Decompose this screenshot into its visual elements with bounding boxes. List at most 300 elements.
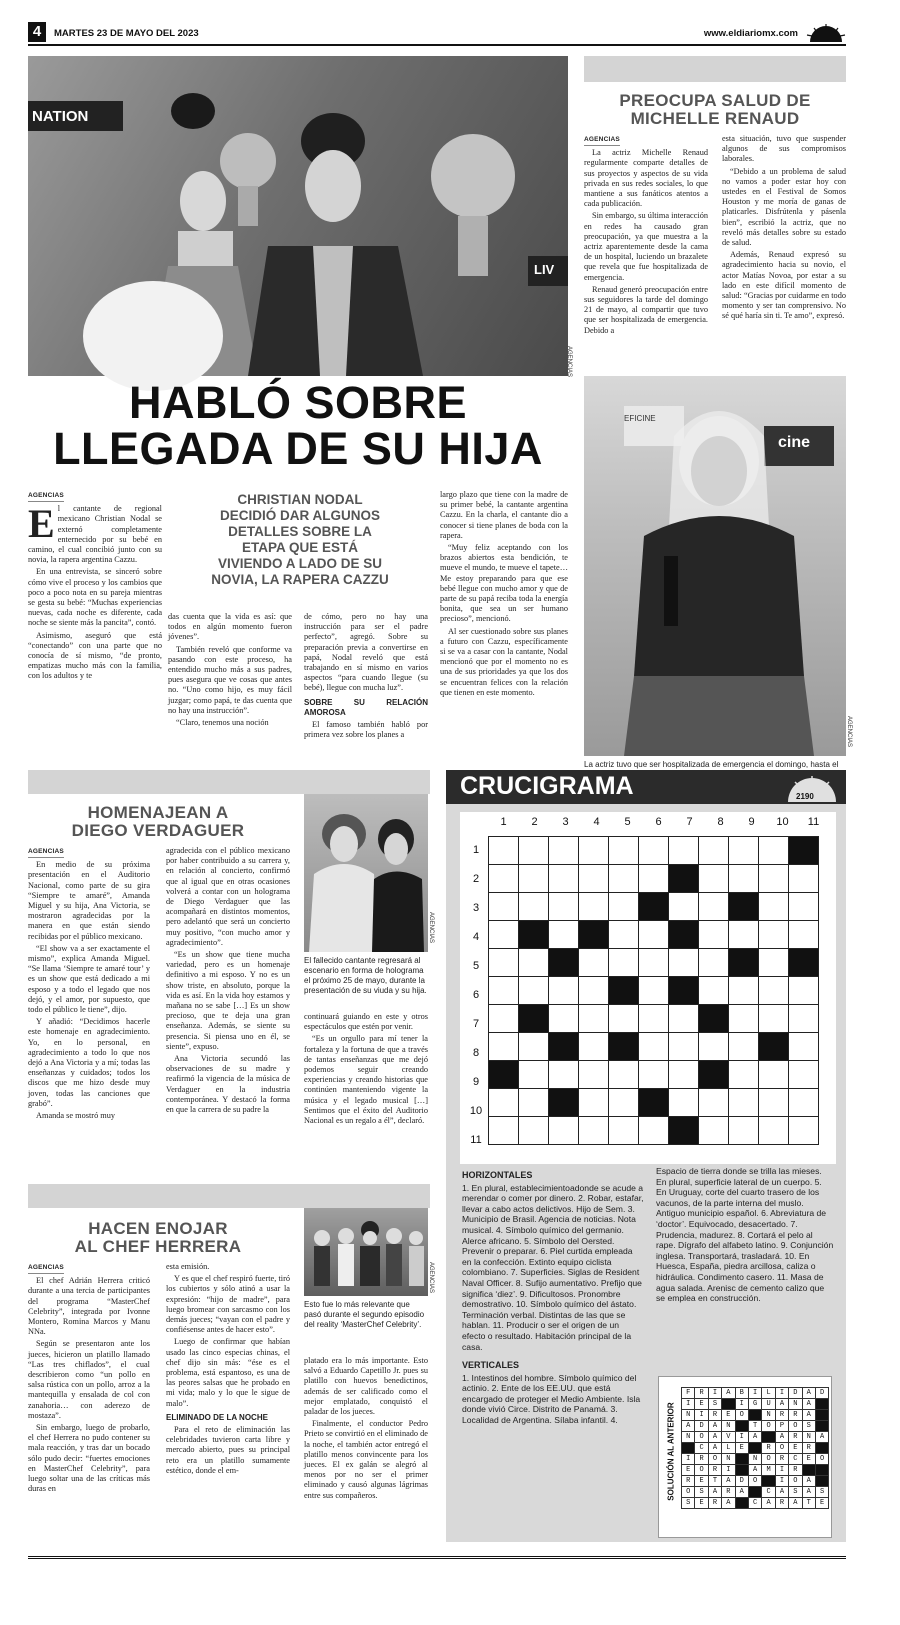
solution-cell: O	[735, 1410, 748, 1421]
crossword-black-cell	[669, 1117, 699, 1145]
crossword-grid[interactable]	[488, 836, 819, 1145]
solution-cell: D	[735, 1476, 748, 1487]
solution-cell: A	[708, 1421, 721, 1432]
solution-black-cell	[735, 1421, 748, 1432]
renaud-photo-credit: AGENCIAS	[846, 716, 852, 748]
renaud-col1-p3: Renaud generó preocupación entre sus seguidores la tarde del domingo 21 de mayo, al compartir que tuvo que ser hospitalizada de emergencia. Debido a	[584, 284, 708, 335]
solution-cell: A	[789, 1498, 802, 1509]
crossword-cell[interactable]	[579, 1033, 609, 1061]
solution-black-cell	[735, 1465, 748, 1476]
row-number: 3	[472, 902, 480, 914]
crossword-title: CRUCIGRAMA	[460, 772, 634, 800]
solution-cell: O	[789, 1476, 802, 1487]
crossword-cell[interactable]	[489, 1117, 519, 1145]
crossword-cell[interactable]	[609, 1061, 639, 1089]
crossword-cell[interactable]	[729, 865, 759, 893]
crossword-cell[interactable]	[729, 1061, 759, 1089]
main-col4-p2: “Muy feliz aceptando con los brazos abiertos esta bendición, te mueve el mundo, te mueve el tapete… Me estoy preparando para que ese bebé llegue con mucho amor y que de parte de su papá reciba toda la energía bonita, que sea un ser humano precioso”, mencionó.	[440, 543, 568, 624]
crossword-black-cell	[579, 921, 609, 949]
photo-scene	[28, 56, 568, 376]
herrera-col-2	[166, 1262, 290, 1478]
crossword-cell[interactable]	[759, 1005, 789, 1033]
crossword-cell[interactable]	[669, 893, 699, 921]
solution-cell: I	[775, 1476, 788, 1487]
crossword-cell[interactable]	[669, 949, 699, 977]
crossword-cell[interactable]	[579, 1061, 609, 1089]
solution-cell: A	[708, 1443, 721, 1454]
crossword-black-cell	[789, 837, 819, 865]
crossword-cell[interactable]	[729, 837, 759, 865]
solution-cell: V	[722, 1432, 735, 1443]
solution-cell: R	[708, 1465, 721, 1476]
crossword-cell[interactable]	[519, 893, 549, 921]
crossword-cell[interactable]	[759, 865, 789, 893]
solution-cell: A	[735, 1487, 748, 1498]
photo-credit: AGENCIAS	[566, 346, 572, 378]
verdaguer-col1-p4: Amanda se mostró muy	[36, 1111, 116, 1121]
crossword-cell[interactable]	[639, 1061, 669, 1089]
crossword-cell[interactable]	[759, 949, 789, 977]
crossword-cell[interactable]	[579, 1089, 609, 1117]
crossword-cell[interactable]	[789, 865, 819, 893]
verdaguer-title	[28, 804, 288, 840]
solution-cell: R	[762, 1443, 775, 1454]
solution-cell: I	[735, 1399, 748, 1410]
herrera-col1-p2: Según se presentaron ante los jueces, hicieron un platillo llamado “Las tres chiflados”, el cual describieron como “un pollo en salsa rústica con un pollo, arroz a la mantequilla y ensalada de col con zanahoria… con aderezo de mostaza”.	[28, 1339, 150, 1420]
row-number: 9	[472, 1076, 480, 1088]
solution-cell: A	[748, 1432, 761, 1443]
crossword-cell[interactable]	[789, 1033, 819, 1061]
crossword-black-cell	[699, 1061, 729, 1089]
solution-cell: S	[802, 1421, 815, 1432]
solution-cell: I	[695, 1410, 708, 1421]
renaud-photo-sign-2: cine	[778, 434, 811, 451]
byline: AGENCIAS	[28, 491, 64, 502]
crossword-cell[interactable]	[759, 1117, 789, 1145]
solution-black-cell	[815, 1399, 828, 1410]
crossword-cell[interactable]	[549, 865, 579, 893]
row-numbers	[466, 836, 486, 1156]
main-headline	[28, 377, 568, 474]
crossword-cell[interactable]	[669, 1061, 699, 1089]
crossword-black-cell	[609, 977, 639, 1005]
crossword-cell[interactable]	[699, 977, 729, 1005]
solution-cell: R	[789, 1465, 802, 1476]
solution-cell: I	[682, 1454, 695, 1465]
solution-cell: A	[722, 1476, 735, 1487]
solution-black-cell	[735, 1454, 748, 1465]
crossword-cell[interactable]	[759, 921, 789, 949]
solution-cell: F	[682, 1388, 695, 1399]
herrera-col3-p1: platado era lo más importante. Esto salvó a Eduardo Capetillo Jr. pues su platillo con huevos benedictinos, además de ser calificado como el mejor emplatado, conquistó el paladar de los jueces.	[304, 1356, 428, 1417]
row-number: 4	[472, 931, 480, 943]
crossword-cell[interactable]	[519, 949, 549, 977]
crossword-cell[interactable]	[789, 977, 819, 1005]
solution-cell: A	[708, 1487, 721, 1498]
solution-cell: I	[735, 1432, 748, 1443]
crossword-panel	[446, 770, 846, 1542]
solution-cell: N	[722, 1454, 735, 1465]
crossword-cell[interactable]	[489, 921, 519, 949]
crossword-cell[interactable]	[789, 1089, 819, 1117]
verdaguer-col1-p2: “El show va a ser exactamente el mismo”, explica Amanda Miguel. “Se llama ‘Siempre te amaré tour’ y es un show que está dedicado a mi esposo y a todo el legado que nos dejó, y el amor, por supuesto, que todo el público le tiene”, dijo.	[28, 943, 150, 1015]
solution-cell: A	[748, 1465, 761, 1476]
crossword-cell[interactable]	[519, 1117, 549, 1145]
herrera-col1-p3: Sin embargo, luego de probarlo, el chef Herrera no pudo contener su mala reacción, y tras dar un bocado sólo pudo decir: “fuertes emociones en MasterChef Celebrity”, para luego soltar una de las críticas más duras en	[28, 1423, 150, 1494]
solution-cell: A	[775, 1432, 788, 1443]
solution-cell: R	[708, 1410, 721, 1421]
crossword-cell[interactable]	[729, 1033, 759, 1061]
herrera-caption: Esto fue lo más relevante que pasó durante el segundo episodio del reality ‘MasterChef Celebrity’.	[304, 1300, 425, 1329]
solution-cell: O	[748, 1476, 761, 1487]
column-number: 11	[807, 816, 820, 828]
crossword-cell[interactable]	[579, 865, 609, 893]
verdaguer-col1-p1: En medio de su próxima presentación en el Auditorio Nacional, como parte de su gira “Siempre te amaré”, Amanda Miguel y su hija, Ana Victoria, se mostraron agradecidas por la manera en que están siendo recibidas por el público mexicano.	[28, 860, 150, 941]
solution-cell: P	[775, 1421, 788, 1432]
clues-left	[462, 1166, 644, 1426]
crossword-cell[interactable]	[549, 921, 579, 949]
crossword-cell[interactable]	[579, 837, 609, 865]
main-col1-first: l cantante de regional mexicano Christian Nodal se externó completamente enternecido por su bebé en camino, el cual concibió junto con su novia, la rapera argentina Cazzu.	[28, 504, 162, 565]
solution-cell: R	[695, 1388, 708, 1399]
horizontales-title: HORIZONTALES	[462, 1170, 533, 1180]
crossword-cell[interactable]	[639, 1033, 669, 1061]
row-number: 8	[472, 1047, 480, 1059]
crossword-cell[interactable]	[519, 837, 549, 865]
crossword-cell[interactable]	[609, 1117, 639, 1145]
main-col-4	[440, 490, 568, 700]
solution-black-cell	[762, 1476, 775, 1487]
crossword-cell[interactable]	[789, 1005, 819, 1033]
crossword-cell[interactable]	[489, 1005, 519, 1033]
solution-cell: G	[748, 1399, 761, 1410]
solution-black-cell	[722, 1399, 735, 1410]
herrera-col-3	[304, 1356, 428, 1503]
solution-cell: A	[762, 1498, 775, 1509]
solution-cell: E	[722, 1410, 735, 1421]
verdaguer-top-bar	[28, 770, 430, 794]
crossword-cell[interactable]	[699, 921, 729, 949]
solution-black-cell	[815, 1443, 828, 1454]
crossword-cell[interactable]	[549, 1117, 579, 1145]
solution-cell: L	[722, 1443, 735, 1454]
row-number: 7	[472, 1018, 480, 1030]
solution-cell: N	[682, 1410, 695, 1421]
crossword-cell[interactable]	[639, 921, 669, 949]
crossword-cell[interactable]	[699, 1117, 729, 1145]
crossword-cell[interactable]	[729, 977, 759, 1005]
herrera-col-1	[28, 1262, 150, 1496]
herrera-col3-p2: Finalmente, el conductor Pedro Prieto se convirtió en el eliminado de la noche, el también actor entregó el platillo menos convincente para los jueces. El ex galán se alegró al menos por no ser el primer eliminado y causó algunas lágrimas entre sus compañeros.	[304, 1419, 428, 1500]
verdaguer-byline: AGENCIAS	[28, 847, 64, 858]
solution-cell: A	[802, 1388, 815, 1399]
solution-cell: D	[695, 1421, 708, 1432]
herrera-title	[28, 1220, 288, 1256]
headline-line-2: LLEGADA DE SU HIJA	[53, 423, 543, 474]
solution-cell: A	[708, 1432, 721, 1443]
bottom-rule	[28, 1556, 846, 1559]
crossword-cell[interactable]	[699, 949, 729, 977]
renaud-col1-p1: La actriz Michelle Renaud regularmente comparte detalles de sus proyectos y aspectos de su vida privada en sus redes sociales, lo que mantiene a sus fanáticos atentos a cada publicación.	[584, 148, 708, 209]
solution-cell: D	[815, 1388, 828, 1399]
solution-black-cell	[802, 1465, 815, 1476]
crossword-cell[interactable]	[699, 1089, 729, 1117]
crossword-number: 2190	[796, 792, 814, 801]
crossword-cell[interactable]	[639, 1117, 669, 1145]
column-numbers	[488, 816, 829, 832]
crossword-cell[interactable]	[579, 949, 609, 977]
row-number: 2	[472, 873, 480, 885]
solution-cell: L	[762, 1388, 775, 1399]
verdaguer-col-3	[304, 1012, 428, 1128]
crossword-cell[interactable]	[759, 1089, 789, 1117]
verdaguer-col1-p3: Y añadió: “Decidimos hacerle este homenaje en agradecimiento. Yo, en lo personal, en agradecimiento a todo lo que nos dejó a Ana Victoria y a mí; todas las enseñanzas y cuidados; todos los discos que me hizo desde muy joven, todas las canciones que grabó”.	[28, 1017, 150, 1108]
crossword-cell[interactable]	[699, 865, 729, 893]
solution-cell: E	[735, 1443, 748, 1454]
crossword-black-cell	[669, 865, 699, 893]
solution-cell: N	[762, 1410, 775, 1421]
solution-cell: S	[708, 1399, 721, 1410]
crossword-cell[interactable]	[669, 1005, 699, 1033]
crossword-cell[interactable]	[759, 837, 789, 865]
solution-cell: I	[722, 1465, 735, 1476]
main-col2-p2: También reveló que conforme va pasando con este proceso, ha entendido mucho más a sus padres, pues asegura que ve cosas que antes no. “Uno como hijo, es muy fácil juzgar; como papá, te das cuenta que no hay una instrucción”.	[168, 644, 292, 715]
solution-cell: T	[748, 1421, 761, 1432]
solution-cell: C	[789, 1454, 802, 1465]
crossword-cell[interactable]	[609, 1005, 639, 1033]
crossword-cell[interactable]	[489, 837, 519, 865]
solution-cell: O	[762, 1454, 775, 1465]
solution-cell: U	[762, 1399, 775, 1410]
crossword-black-cell	[789, 949, 819, 977]
solution-cell: A	[775, 1399, 788, 1410]
solution-cell: R	[789, 1432, 802, 1443]
solution-cell: S	[789, 1487, 802, 1498]
crossword-cell[interactable]	[609, 865, 639, 893]
crossword-cell[interactable]	[669, 837, 699, 865]
column-number: 3	[562, 816, 569, 828]
herrera-photo-credit: AGENCIAS	[428, 1262, 434, 1294]
crossword-cell[interactable]	[609, 837, 639, 865]
crossword-cell[interactable]	[579, 893, 609, 921]
header-date: MARTES 23 DE MAYO DEL 2023	[54, 28, 199, 39]
renaud-caption: La actriz tuvo que ser hospitalizada de emergencia el domingo, hasta el	[584, 760, 839, 769]
solution-black-cell	[762, 1432, 775, 1443]
crossword-cell[interactable]	[639, 977, 669, 1005]
verdaguer-title-line-1: HOMENAJEAN A	[87, 803, 229, 822]
solution-cell: M	[762, 1465, 775, 1476]
crossword-cell[interactable]	[519, 1089, 549, 1117]
verticales-text: 1. Intestinos del hombre. Símbolo químico del actinio. 2. Ente de los EE.UU. que está encargado de proteger el Medio Ambiente. Isla donde vivió Circe. Distrito de Panamá. 3. Localidad de Argentina. Sílaba infantil. 4.	[462, 1372, 641, 1426]
main-col3-p2: El famoso también habló por primera vez sobre los planes a	[304, 720, 428, 740]
solution-grid	[681, 1387, 829, 1509]
crossword-cell[interactable]	[729, 1005, 759, 1033]
verdaguer-col2-p1: agradecida con el público mexicano por haber contribuido a su carrera y, en relación al concierto, confirmó que al igual que en otras ocasiones volverá a contar con un holograma de Diego Verdaguer que las acompañará en distintos momentos, pero adelantó que será un concierto muy positivo, “con mucho amor y agradecimiento”.	[166, 846, 290, 947]
crossword-cell[interactable]	[549, 1061, 579, 1089]
crossword-black-cell	[489, 1061, 519, 1089]
solution-black-cell	[815, 1421, 828, 1432]
header-website[interactable]: www.eldiariomx.com	[703, 28, 798, 39]
column-number: 4	[593, 816, 600, 828]
crossword-cell[interactable]	[519, 865, 549, 893]
solution-cell: O	[695, 1432, 708, 1443]
crossword-cell[interactable]	[579, 1005, 609, 1033]
herrera-title-line-1: HACEN ENOJAR	[88, 1219, 228, 1238]
crossword-cell[interactable]	[699, 837, 729, 865]
solution-cell: D	[789, 1388, 802, 1399]
herrera-col2-p2: Y es que el chef respiró fuerte, tiró los cubiertos y sólo atinó a usar la expresión: “hijo de madre”, para luego bromear con sarcasmo con los demás jueces; “vayan con el padre y confiésense antes de hacer esto”.	[166, 1274, 290, 1335]
crossword-cell[interactable]	[549, 977, 579, 1005]
crossword-cell[interactable]	[489, 1033, 519, 1061]
solution-cell: O	[695, 1465, 708, 1476]
main-col4-p3: Al ser cuestionado sobre sus planes a futuro con Cazzu, específicamente si se va a casar con la cantante, Nodal mencionó que por el momento no es una de sus prioridades ya que los dos se encuentran felices con la relación que tienen en este momento.	[440, 626, 568, 697]
solution-cell: A	[802, 1476, 815, 1487]
renaud-col-1	[584, 134, 708, 338]
crossword-cell[interactable]	[489, 865, 519, 893]
crossword-cell[interactable]	[639, 865, 669, 893]
crossword-cell[interactable]	[789, 1117, 819, 1145]
crossword-cell[interactable]	[759, 977, 789, 1005]
crossword-cell[interactable]	[729, 1117, 759, 1145]
main-deck: CHRISTIAN NODAL DECIDIÓ DAR ALGUNOS DETALLES SOBRE LA ETAPA QUE ESTÁ VIVIENDO A LADO DE SU NOVIA, LA RAPERA CAZZU	[211, 492, 389, 587]
solution-cell: O	[708, 1454, 721, 1465]
column-number: 10	[776, 816, 789, 828]
herrera-photo-scene	[304, 1208, 428, 1296]
solution-cell: T	[802, 1498, 815, 1509]
clues-right: Espacio de tierra donde se trilla las mieses. En plural, superficie lateral de un cuerpo. 5. En Uruguay, corte del cuarto trasero de los vacunos, de la parte interna del muslo. Antiguo municipio español. 6. Abreviatura de ‘doctor’. Equivocado, desacertado. 7. Prudencia, madurez. 8. Cortará el pelo al rape. Dígrafo del alfabeto latino. 9. Conjunción inglesa. Transportará, trasladará. 10. En Huesca, España, piedra arcillosa, caliza o hidráulica. Condimento casero. 11. Masa de agua salada. Arenisc de cemento calizo que se emplea en construcción.	[656, 1166, 834, 1304]
solution-cell: E	[682, 1465, 695, 1476]
crossword-cell[interactable]	[519, 977, 549, 1005]
crossword-cell[interactable]	[789, 893, 819, 921]
solution-black-cell	[748, 1410, 761, 1421]
crossword-cell[interactable]	[729, 921, 759, 949]
row-number: 5	[472, 960, 480, 972]
crossword-cell[interactable]	[639, 1005, 669, 1033]
renaud-col-2	[722, 134, 846, 324]
solution-cell: A	[722, 1388, 735, 1399]
crossword-cell[interactable]	[639, 837, 669, 865]
crossword-cell[interactable]	[759, 893, 789, 921]
crossword-cell[interactable]	[699, 1033, 729, 1061]
crossword-cell[interactable]	[609, 1089, 639, 1117]
crossword-cell[interactable]	[489, 977, 519, 1005]
verdaguer-title-line-2: DIEGO VERDAGUER	[71, 821, 245, 840]
verdaguer-photo	[304, 794, 434, 952]
solution-cell: E	[695, 1476, 708, 1487]
crossword-cell[interactable]	[579, 1117, 609, 1145]
crossword-cell[interactable]	[789, 921, 819, 949]
solution-cell: N	[748, 1454, 761, 1465]
crossword-cell[interactable]	[669, 1089, 699, 1117]
main-col-3	[304, 612, 428, 742]
main-col4-p1: largo plazo que tiene con la madre de su primer bebé, la cantante argentina Cazzu. En la charla, el cantante dio a conocer si tiene planes de boda con la rapera.	[440, 490, 568, 540]
renaud-col1-p2: Sin embargo, su última interacción en redes ha causado gran preocupación, ya que muestra a la actriz aparentemente desde la cama de un hospital, luciendo un brazalete que revela que fue hospitalizada de emergencia.	[584, 211, 708, 282]
crossword-cell[interactable]	[489, 949, 519, 977]
solution-cell: E	[789, 1443, 802, 1454]
solution-cell: E	[695, 1498, 708, 1509]
solution-black-cell	[735, 1498, 748, 1509]
solution-black-cell	[748, 1443, 761, 1454]
solution-cell: S	[695, 1487, 708, 1498]
verdaguer-photo-scene	[304, 794, 428, 952]
crossword-black-cell	[669, 921, 699, 949]
verdaguer-col2-p2: “Es un show que tiene mucha variedad, pero es un homenaje definitivo a mi esposo. Y no es un show triste, en absoluto, porque la vida es así. En la vida hoy estamos y mañana no se sabe […] Es un show precioso, que te deja una gran enseñanza. Además, se siente su presencia. Si piensa uno en él, se siente”, expuso.	[166, 950, 290, 1051]
crossword-cell[interactable]	[699, 893, 729, 921]
crossword-black-cell	[549, 1033, 579, 1061]
solution-cell: O	[789, 1421, 802, 1432]
crossword-black-cell	[609, 1033, 639, 1061]
herrera-col2-p1: esta emisión.	[166, 1262, 210, 1271]
herrera-col2-p3: Luego de confirmar que habían usado las cinco especias chinas, el chef dijo sin más: “ése es el problema, está espantoso, es una de las peores salsas que he probado en mi vida; malo y lo que le sigue de malo”.	[166, 1337, 290, 1408]
solution-cell: T	[708, 1476, 721, 1487]
main-col2-p3: “Claro, tenemos una noción	[176, 718, 269, 728]
herrera-photo	[304, 1208, 434, 1296]
crossword-cell[interactable]	[519, 1061, 549, 1089]
crossword-cell[interactable]	[579, 977, 609, 1005]
renaud-title-line-1: PREOCUPA SALUD DE	[619, 91, 811, 110]
row-number: 1	[472, 844, 480, 856]
column-number: 7	[686, 816, 693, 828]
column-number: 8	[717, 816, 724, 828]
solution-cell: E	[695, 1399, 708, 1410]
column-number: 2	[531, 816, 538, 828]
crossword-cell[interactable]	[609, 921, 639, 949]
crossword-cell[interactable]	[789, 1061, 819, 1089]
renaud-title-line-2: MICHELLE RENAUD	[630, 109, 800, 128]
crossword-black-cell	[549, 949, 579, 977]
solution-cell: N	[789, 1399, 802, 1410]
crossword-cell[interactable]	[609, 893, 639, 921]
solution-cell: I	[708, 1388, 721, 1399]
verdaguer-col2-p3: Ana Victoria secundó las observaciones de su madre y reafirmó la vigencia de la música de Verdaguer en la industria contemporánea. Y destacó la forma en que la carrera de su padre la	[166, 1054, 290, 1115]
crossword-cell[interactable]	[669, 1033, 699, 1061]
renaud-col2-p2: “Debido a un problema de salud no vamos a poder estar hoy con ustedes en el Festival de Somos Houston y me moría de ganas de platicarles. Disfrútenla y pásenla bien”, escribió la actriz, que no reveló más detalles sobre su estado de salud.	[722, 166, 846, 248]
solution-cell: O	[815, 1454, 828, 1465]
crossword-cell[interactable]	[549, 893, 579, 921]
herrera-col1-p1: El chef Adrián Herrera criticó durante a una tercia de participantes del programa “MasterChef Celebrity”, integrada por Ivonne Montero, Romina Marcos y Manu NNa.	[28, 1276, 150, 1337]
headline-line-1: HABLÓ SOBRE	[128, 377, 467, 428]
crossword-cell[interactable]	[489, 1089, 519, 1117]
solution-cell: N	[802, 1432, 815, 1443]
crossword-cell[interactable]	[489, 893, 519, 921]
column-number: 1	[500, 816, 507, 828]
solution-cell: B	[735, 1388, 748, 1399]
solution-black-cell	[815, 1410, 828, 1421]
column-number: 6	[655, 816, 662, 828]
solution-cell: N	[722, 1421, 735, 1432]
crossword-cell[interactable]	[729, 1089, 759, 1117]
solution-cell: C	[695, 1443, 708, 1454]
solution-cell: A	[802, 1399, 815, 1410]
photo-sign-right: LIV	[534, 262, 555, 277]
crossword-black-cell	[519, 921, 549, 949]
crossword-cell[interactable]	[639, 949, 669, 977]
crossword-black-cell	[519, 1005, 549, 1033]
solution-cell: C	[748, 1498, 761, 1509]
solution-cell: E	[815, 1498, 828, 1509]
renaud-photo-scene	[584, 376, 846, 756]
renaud-title	[584, 92, 846, 128]
crossword-cell[interactable]	[759, 1061, 789, 1089]
crossword-black-cell	[639, 893, 669, 921]
crossword-cell[interactable]	[519, 1033, 549, 1061]
solution-cell: E	[802, 1454, 815, 1465]
row-number: 10	[469, 1105, 483, 1117]
solution-cell: A	[722, 1498, 735, 1509]
crossword-cell[interactable]	[609, 949, 639, 977]
crossword-cell[interactable]	[549, 837, 579, 865]
crossword-cell[interactable]	[549, 1005, 579, 1033]
